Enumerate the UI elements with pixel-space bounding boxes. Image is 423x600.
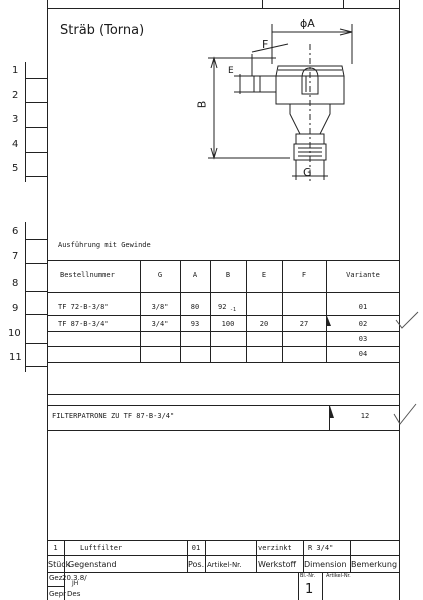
dim-G: G	[303, 166, 312, 179]
technical-drawing	[190, 14, 360, 184]
row2-marker-triangle	[327, 316, 331, 326]
margin-number-9: 9	[12, 303, 19, 314]
margin-rule-1	[25, 78, 47, 79]
filter-cartridge-label: FILTERPATRONE ZU TF 87-B-3/4"	[52, 412, 175, 420]
row1-variante: 01	[358, 303, 368, 311]
parts-dimension: R 3/4"	[308, 544, 334, 552]
frame-mid-tick-2	[343, 0, 344, 8]
header-bestellnummer: Bestellnummer	[60, 271, 115, 279]
margin-number-2: 2	[12, 90, 19, 101]
table-hline	[47, 394, 400, 395]
header-variante: Variante	[346, 271, 380, 279]
filter-row-top	[47, 405, 400, 406]
header-a: A	[192, 271, 198, 279]
parts-hline	[47, 540, 400, 541]
frame-top-line	[47, 8, 400, 9]
margin-number-8: 8	[12, 278, 19, 289]
footer-blnr-label: Bl.-Nr.	[300, 573, 316, 579]
parts-qty: 1	[53, 544, 58, 552]
parts-name: Luftfilter	[80, 544, 123, 552]
margin-number-10: 10	[8, 328, 21, 339]
row3-variante: 03	[358, 335, 368, 343]
footer-vline	[322, 572, 323, 600]
parts-hline	[47, 555, 400, 556]
footer-des-label: Des	[67, 590, 81, 598]
frame-left-line	[47, 0, 48, 600]
margin-vline	[25, 62, 26, 182]
frame-right-line	[399, 0, 400, 600]
dim-phiA: ϕA	[300, 17, 315, 30]
title-block-dimension: Dimension	[304, 560, 347, 569]
margin-rule-9	[25, 314, 47, 315]
margin-number-3: 3	[12, 114, 19, 125]
margin-vline-2	[25, 222, 26, 372]
header-f: F	[301, 271, 307, 279]
margin-number-11: 11	[9, 352, 22, 363]
footer-gepr-label: Gepr	[49, 590, 67, 598]
dim-E: E	[228, 66, 234, 76]
drawing-title: Sträb (Torna)	[60, 23, 145, 38]
footer-blnr-value: 1	[305, 582, 314, 597]
margin-rule-11	[25, 366, 47, 367]
row2-f: 27	[299, 320, 309, 328]
margin-rule-4	[25, 152, 47, 153]
header-g: G	[157, 271, 163, 279]
footer-gez-date: 20.3.8/	[62, 574, 87, 582]
checkmark-icon	[394, 310, 420, 330]
footer-gez-label: Gez	[49, 574, 63, 582]
row1-b-subscript: -1	[230, 307, 237, 313]
filter-cartridge-variant: 12	[360, 412, 370, 420]
margin-rule-2	[25, 102, 47, 103]
footer-artnr-label: Artikel-Nr.	[326, 573, 351, 579]
frame-mid-tick	[262, 0, 263, 8]
footer-gez-initials: JH	[72, 580, 79, 587]
parts-pos: 01	[191, 544, 201, 552]
margin-rule-10	[25, 343, 47, 344]
row2-a: 93	[190, 320, 200, 328]
parts-material: verzinkt	[258, 544, 292, 552]
margin-rule-5	[25, 176, 47, 177]
title-block-artikel: Artikel-Nr.	[207, 561, 242, 569]
margin-number-7: 7	[12, 251, 19, 262]
row2-b: 100	[221, 320, 235, 328]
margin-number-1: 1	[12, 65, 19, 76]
title-block-bemerkung: Bemerkung	[351, 560, 398, 569]
row2-e: 20	[259, 320, 269, 328]
row1-a: 80	[190, 303, 200, 311]
parts-vline	[205, 540, 206, 572]
margin-rule-3	[25, 127, 47, 128]
header-b: B	[225, 271, 231, 279]
row2-bestellnummer: TF 87-B-3/4"	[58, 320, 109, 328]
table-hline	[47, 362, 400, 363]
table-hline	[47, 260, 400, 261]
margin-number-4: 4	[12, 139, 19, 150]
table-hline	[47, 346, 400, 347]
margin-number-6: 6	[12, 226, 19, 237]
table-hline	[47, 315, 400, 316]
table-hline	[47, 331, 400, 332]
dim-F: F	[262, 38, 269, 51]
margin-number-5: 5	[12, 163, 19, 174]
header-e: E	[261, 271, 267, 279]
row1-b: 92	[218, 303, 227, 311]
filter-row-bottom	[47, 430, 400, 431]
title-block-stueck: Stück	[48, 560, 71, 569]
row1-g: 3/8"	[151, 303, 169, 311]
parts-vline	[256, 540, 257, 572]
row4-variante: 04	[358, 350, 368, 358]
table-hline	[47, 292, 400, 293]
footer-vline	[298, 572, 299, 600]
margin-rule-6	[25, 239, 47, 240]
title-block-werkstoff: Werkstoff	[258, 560, 296, 569]
section-title: Ausführung mit Gewinde	[58, 241, 151, 249]
dim-B: B	[195, 100, 209, 109]
footer-hline	[47, 586, 64, 587]
margin-rule-8	[25, 291, 47, 292]
row1-bestellnummer: TF 72-B-3/8"	[58, 303, 109, 311]
row2-g: 3/4"	[151, 320, 169, 328]
title-block-gegenstand: Gegenstand	[68, 560, 117, 569]
row2-variante: 02	[358, 320, 368, 328]
margin-rule-7	[25, 263, 47, 264]
title-block-pos: Pos.	[188, 560, 205, 569]
filter-marker-triangle	[330, 406, 334, 418]
